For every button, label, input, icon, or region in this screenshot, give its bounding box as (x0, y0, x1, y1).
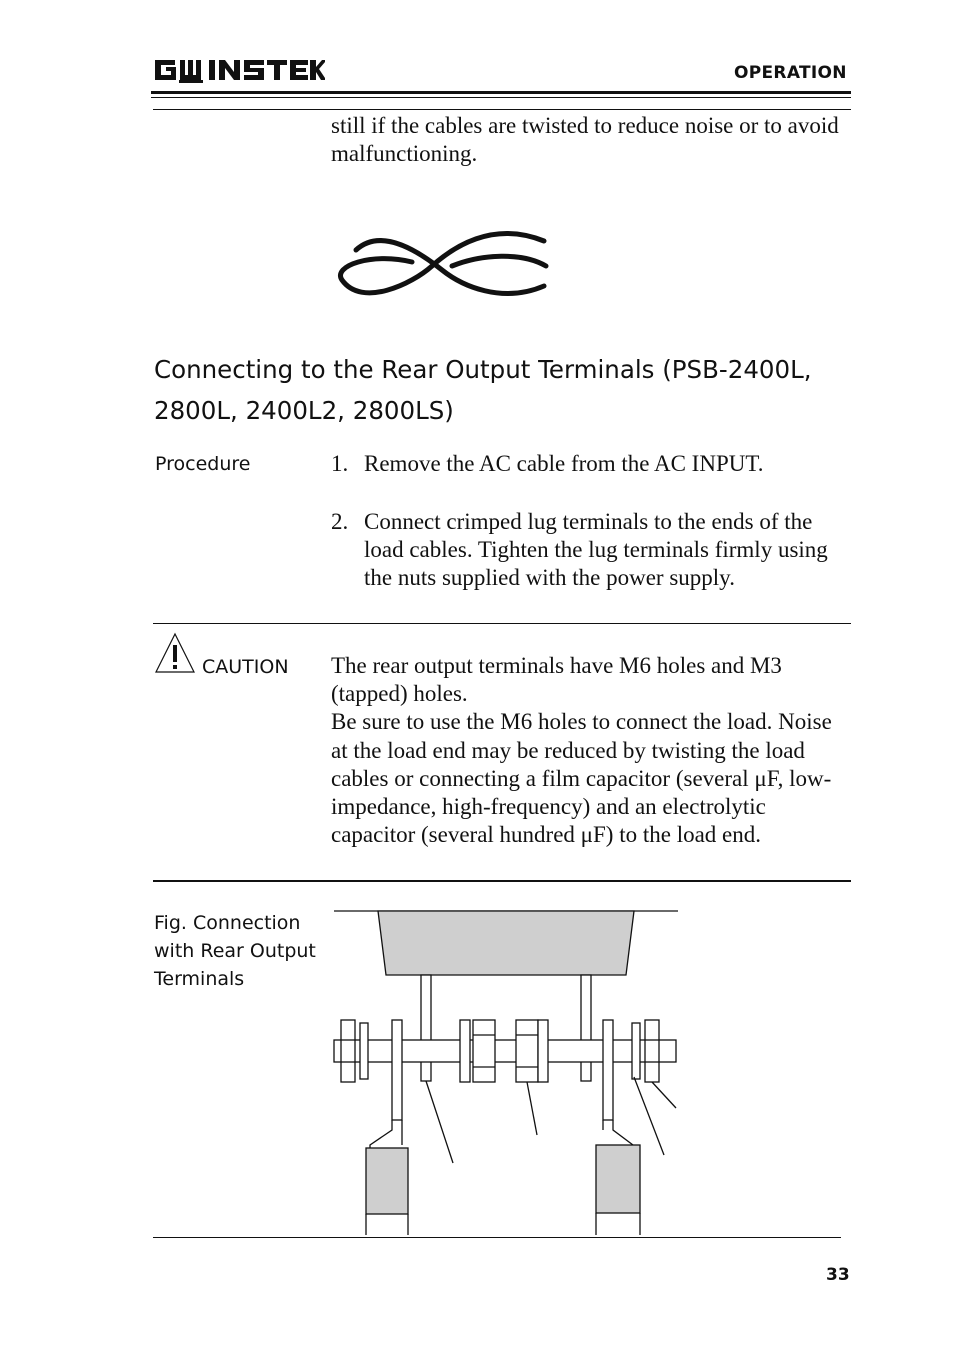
section-label: OPERATION (734, 63, 847, 83)
footer-rule (153, 1237, 841, 1238)
procedure-label: Procedure (155, 453, 251, 475)
step-number: 2. (331, 509, 349, 534)
warning-triangle-icon (154, 632, 196, 674)
header-rule-thin (151, 97, 851, 98)
step-text: Remove the AC cable from the AC INPUT. (364, 451, 764, 476)
twisted-cable-illustration (332, 228, 552, 304)
figure-caption: Fig. Connection with Rear Output Terminals (154, 912, 316, 990)
rear-terminal-connection-diagram (330, 905, 682, 1235)
step-number: 1. (331, 451, 349, 476)
section-heading: Connecting to the Rear Output Terminals (PSB-2400L, 2800L, 2400L2, 2800LS) (154, 355, 812, 425)
divider-thick (153, 880, 851, 882)
gw-instek-logo (153, 56, 325, 84)
page-number: 33 (826, 1265, 850, 1285)
caution-paragraph: Be sure to use the M6 holes to connect the load. Noise at the load end may be reduced by twisting the load cables or connecting a film capacitor (several μF, low-impedance, high-frequency) and an electrolytic capacitor (several hundred μF) to the load end. (331, 709, 832, 848)
divider (153, 109, 851, 110)
divider (153, 623, 851, 624)
header-rule-thick (151, 91, 851, 94)
caution-paragraph: The rear output terminals have M6 holes and M3 (tapped) holes. (331, 653, 782, 707)
continued-paragraph: still if the cables are twisted to reduce noise or to avoid malfunctioning. (331, 113, 839, 167)
step-text: Connect crimped lug terminals to the ends of the load cables. Tighten the lug terminals firmly using the nuts supplied with the power supply. (364, 509, 828, 591)
caution-text (331, 652, 846, 849)
caution-label: CAUTION (202, 656, 289, 678)
